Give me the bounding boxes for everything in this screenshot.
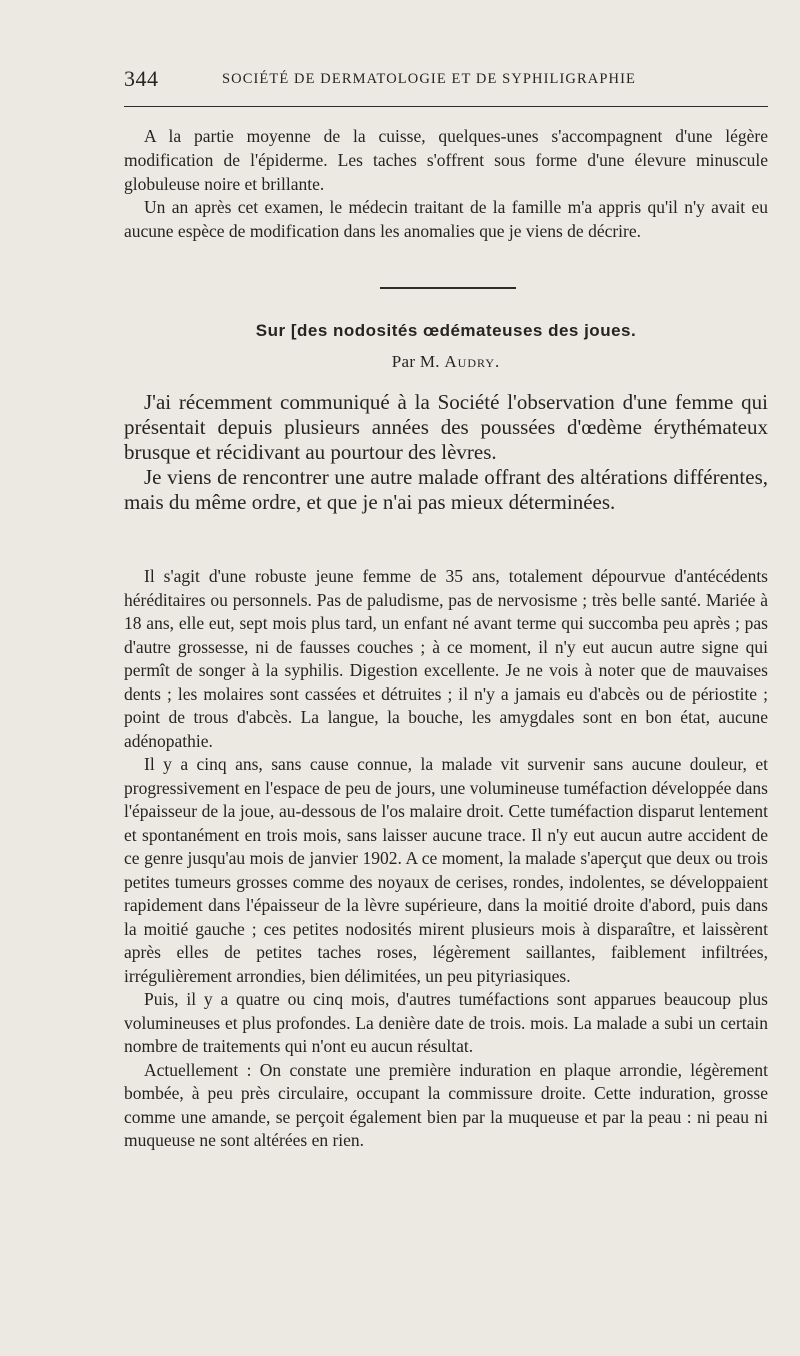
article-title: Sur [des nodosités œdémateuses des joues. (255, 321, 637, 340)
author-name: Audry. (444, 352, 501, 371)
article-author (124, 352, 768, 372)
previous-article-text (124, 125, 768, 244)
section-separator (380, 287, 516, 289)
page-header (124, 66, 768, 96)
intro-paragraph: J'ai récemment communiqué à la Société l'observation d'une femme qui présentait depuis plusieurs années des poussées d'œdème érythémateux brusque et récidivant au pourtour des lèvres. (124, 390, 768, 464)
body-paragraph: Actuellement : On constate une première induration en plaque arrondie, légèrement bombée, à peu près circulaire, occupant la commissure droite. Cette induration, grosse comme une amande, se perçoit également bien par la muqueuse et par la peau : ni peau ni muqueuse ne sont altérées en rien. (124, 1059, 768, 1150)
running-title: SOCIÉTÉ DE DERMATOLOGIE ET DE SYPHILIGRAPHIE (222, 71, 636, 87)
body-paragraph: Il s'agit d'une robuste jeune femme de 35 ans, totalement dépourvue d'antécédents héréditaires ou personnels. Pas de paludisme, pas de nervosisme ; très belle santé. Mariée à 18 ans, elle eut, sept mois plus tard, un enfant né avant terme qui succomba peu après ; pas d'autre grossesse, ni de fausses couches ; à ce moment, il n'y eut aucun autre signe qui permît de songer à la syphilis. Digestion excellente. Je ne vois à noter que de mauvaises dents ; les molaires sont cassées et détruites ; il n'y a jamais eu d'abcès ou de périostite ; point de trous d'abcès. La langue, la bouche, les amygdales sont en bon état, aucune adénopathie. (124, 566, 768, 751)
intro-paragraph: Je viens de rencontrer une autre malade offrant des altérations différentes, mais du même ordre, et que je n'ai pas mieux déterminées. (124, 465, 768, 514)
body-paragraph: Il y a cinq ans, sans cause connue, la malade vit survenir sans aucune douleur, et progressivement en l'espace de peu de jours, une volumineuse tuméfaction développée dans l'épaisseur de la joue, au-dessous de l'os malaire droit. Cette tuméfaction disparut lentement et spontanément en trois mois, sans laisser aucune trace. Il n'y eut aucun autre accident de ce genre jusqu'au mois de janvier 1902. A ce moment, la malade s'aperçut que deux ou trois petites tumeurs grosses comme des noyaux de cerises, rondes, indolentes, se développaient rapidement dans l'épaisseur de la lèvre supérieure, dans la moitié droite d'abord, puis dans la moitié gauche ; ces petites nodosités mirent plusieurs mois à disparaître, et laissèrent après elles de petites taches roses, légèrement saillantes, faiblement infiltrées, irrégulièrement arrondies, bien délimitées, un peu pityriasiques. (124, 754, 768, 986)
paragraph: Un an après cet examen, le médecin traitant de la famille m'a appris qu'il n'y avait eu aucune espèce de modification dans les anomalies que je viens de décrire. (124, 197, 768, 242)
paragraph: A la partie moyenne de la cuisse, quelques-unes s'accompagnent d'une légère modification de l'épiderme. Les taches s'offrent sous forme d'une élevure minuscule globuleuse noire et brillante. (124, 126, 768, 194)
header-rule (124, 106, 768, 107)
article-intro (124, 390, 768, 515)
author-prefix: Par M. (391, 352, 440, 371)
body-paragraph: Puis, il y a quatre ou cinq mois, d'autres tuméfactions sont apparues beaucoup plus volumineuses et plus profondes. La denière date de trois. mois. La malade a subi un certain nombre de traitements qui n'ont eu aucun résultat. (124, 989, 768, 1056)
page-number: 344 (124, 66, 159, 91)
article-body (124, 565, 768, 1153)
